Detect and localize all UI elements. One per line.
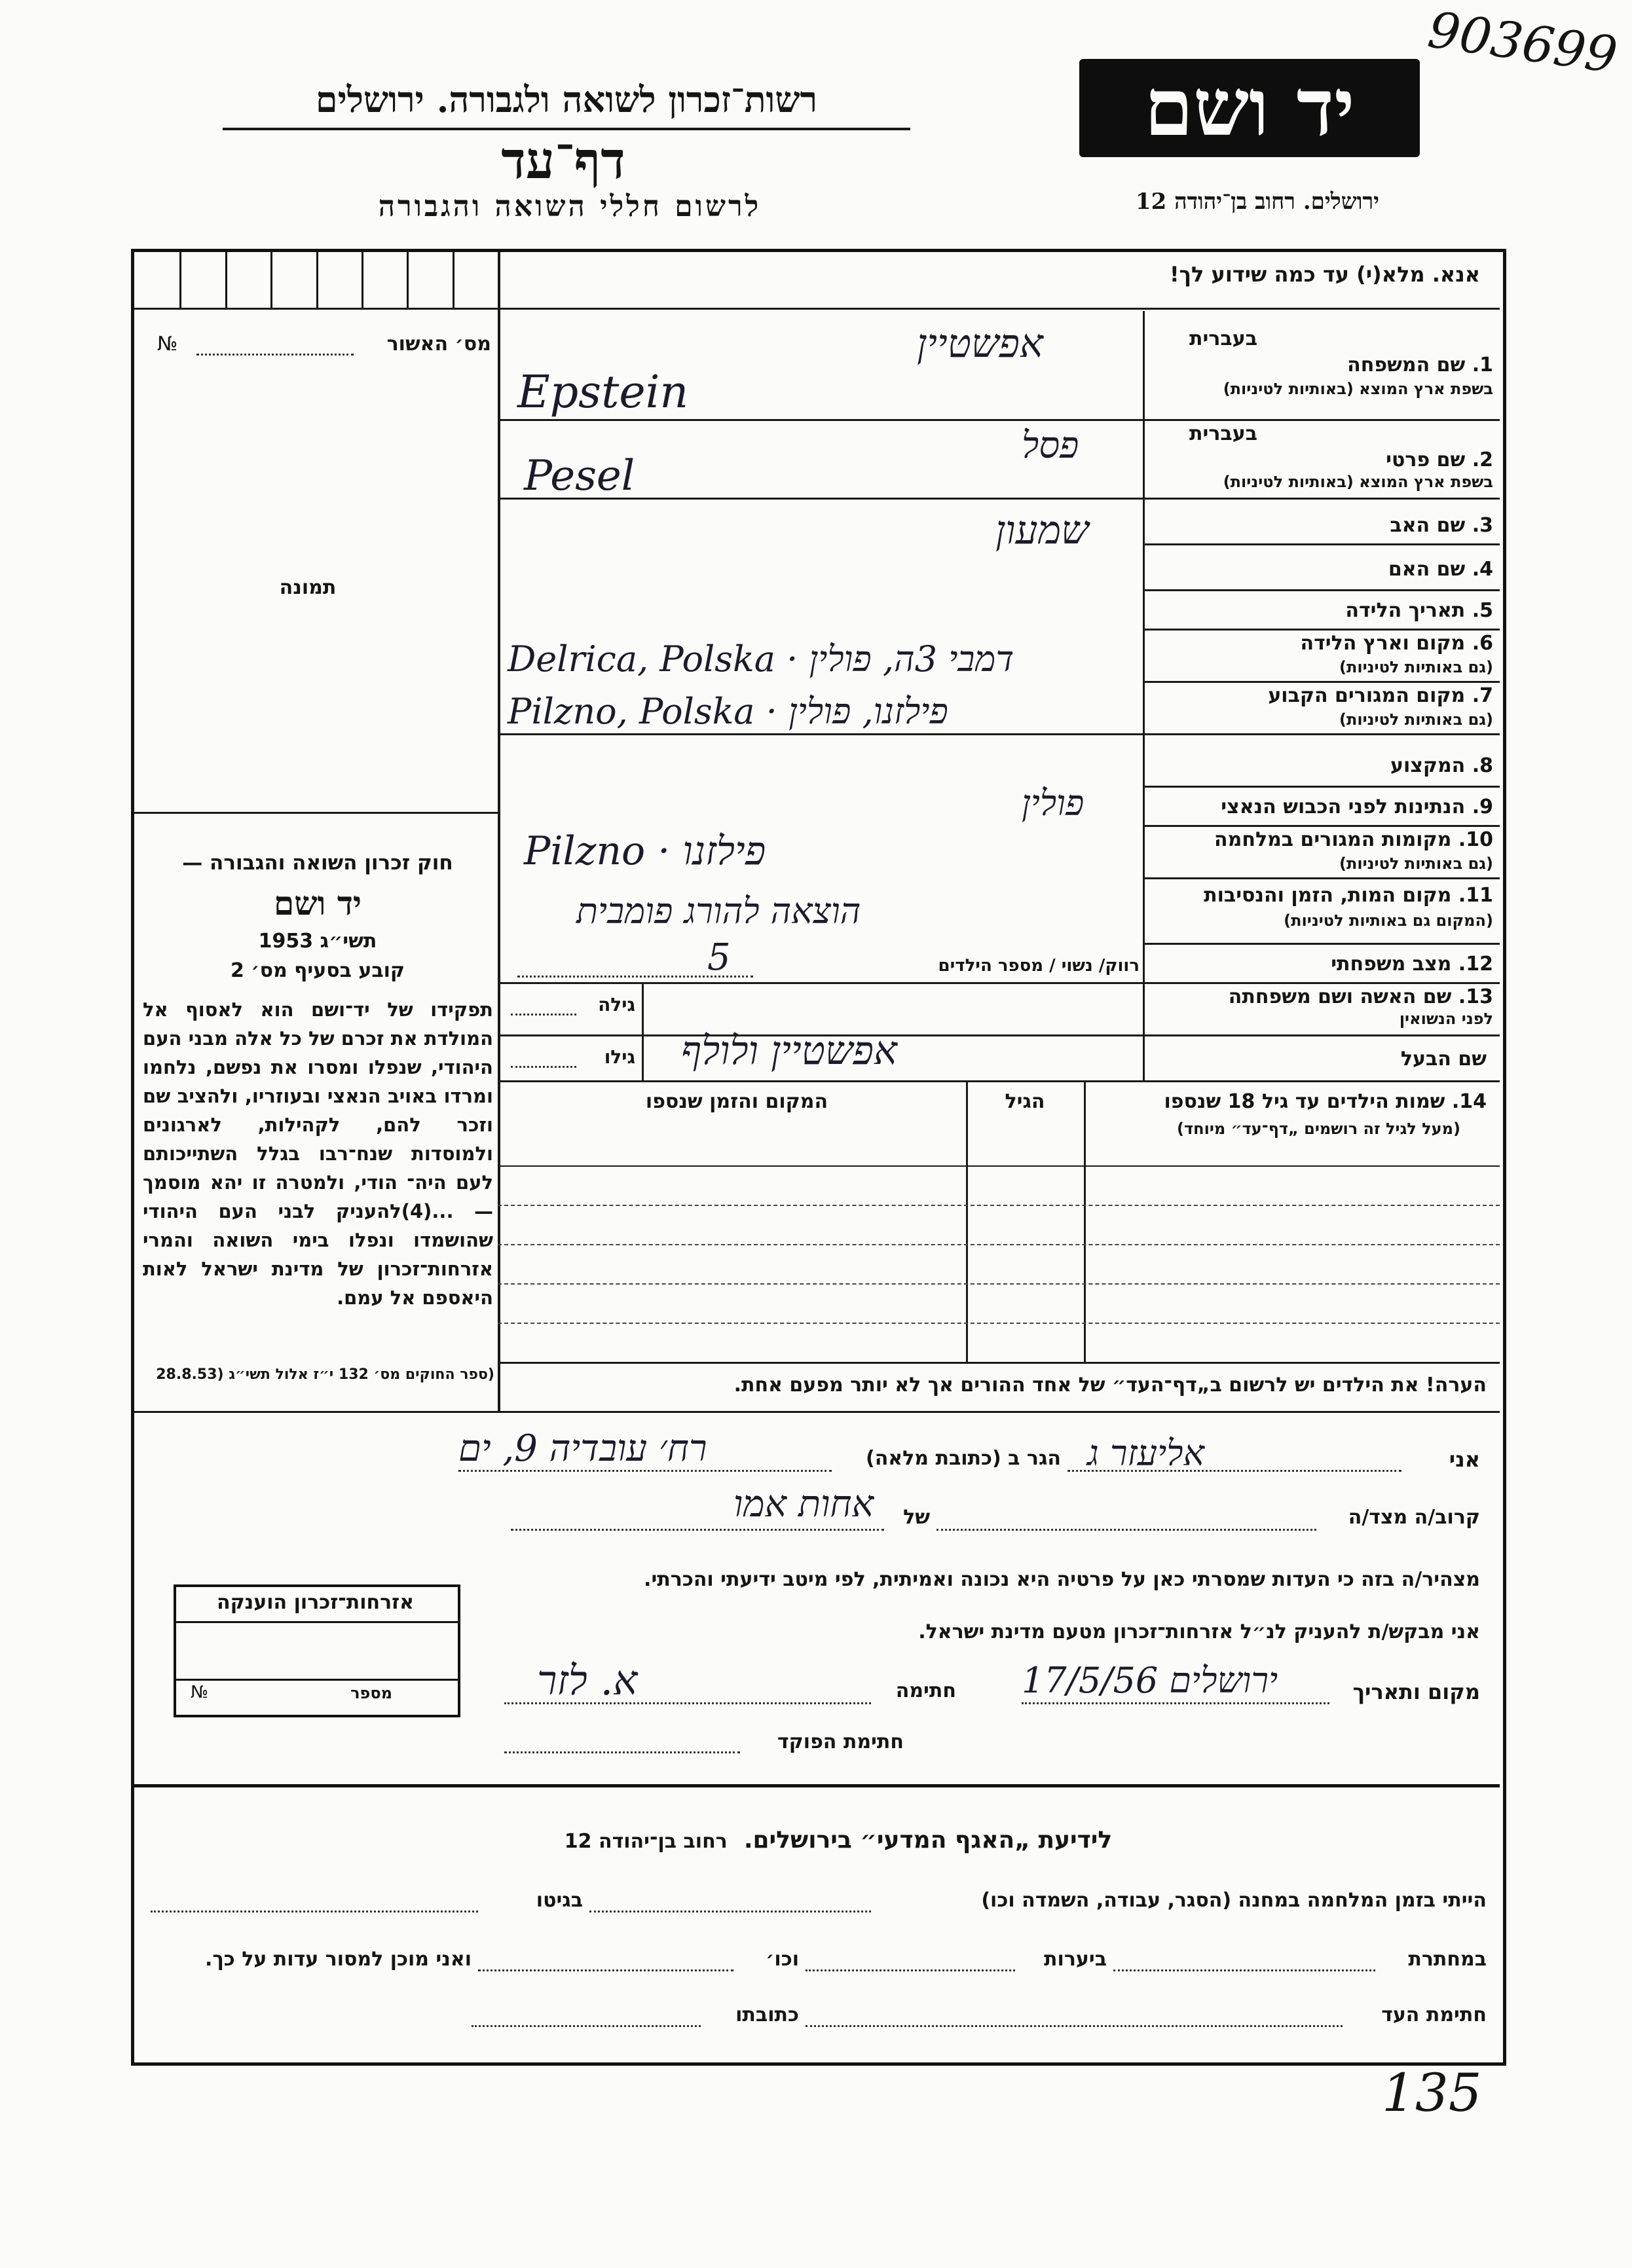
nationality: פולין [1022, 782, 1085, 824]
field-10-label: 10. מקומות המגורים במלחמה [1214, 828, 1493, 851]
approval-no-label: מס׳ האשור [386, 333, 491, 356]
children-col-divider-2 [1084, 1080, 1086, 1362]
residence: Pilzno, Polska · פילזנו, פולין [508, 691, 948, 732]
stamp-box-title: אזרחות־זכרון הוענקה [216, 1591, 415, 1614]
law-ref: (ספר החוקים מס׳ 132 י״ז אלול תשי״ג (28.8.53 [156, 1366, 494, 1383]
decl-address-label: הגר ב (כתובת מלאה) [865, 1447, 1061, 1470]
children-label: 14. שמות הילדים עד גיל 18 שנספו [1164, 1090, 1487, 1113]
field-1-sub: בשפת ארץ המוצא (באותיות לטיניות) [1223, 380, 1493, 398]
field-4-label: 4. שם האם [1388, 558, 1493, 581]
husband-age-label: גילו [604, 1046, 635, 1068]
citizenship-stamp-box [174, 1584, 460, 1717]
decl-relative-label: קרוב/ה מצד/ה [1348, 1506, 1480, 1529]
instruction-text: אנא. מלא(י) עד כמה שידוע לך! [1169, 262, 1480, 287]
firstname-hebrew: פסל [1022, 424, 1079, 467]
bottom-line1-b: בגיטו [536, 1889, 583, 1912]
field-9-label: 9. הנתינות לפני הכבוש הנאצי [1221, 796, 1493, 818]
children-col-age: הגיל [1005, 1090, 1045, 1113]
death-place: הוצאה להורג פומבית [576, 890, 861, 932]
label-column-divider [1143, 311, 1145, 1080]
yad-vashem-logo: יד ושם [1079, 59, 1420, 157]
org-name: רשות־זכרון לשואה ולגבורה. ירושלים [315, 79, 818, 120]
field-6-label: 6. מקום וארץ הלידה [1300, 632, 1493, 655]
bottom-ready: ואני מוכן למסור עדות על כך. [205, 1948, 472, 1971]
wife-age-label: גילה [598, 994, 635, 1015]
stamp-box-no-mark: № [191, 1683, 209, 1702]
decl-i: אני [1449, 1447, 1480, 1472]
children-note: הערה! את הילדים יש לרשום ב„דף־העד״ של אחד ההורים אך לא יותר מפעם אחת. [733, 1374, 1487, 1397]
marital-options: רווק/ נשוי / מספר הילדים [938, 956, 1140, 976]
children-sub: (מעל לגיל זה רושמים „דף־עד״ מיוחד) [1177, 1120, 1460, 1138]
left-column-divider [498, 252, 500, 1411]
field-1-lang: בעברית [1189, 327, 1257, 350]
bottom-witness-signature: חתימת העד [1381, 2003, 1487, 2026]
father-name: שמעון [995, 507, 1089, 553]
law-year: תשי״ג 1953 [258, 930, 377, 953]
law-name: יד ושם [274, 884, 362, 923]
husband-label: שם הבעל [1400, 1048, 1487, 1070]
field-2-sub: בשפת ארץ המוצא (באותיות לטיניות) [1223, 473, 1493, 491]
bottom-underground: במחתרת [1408, 1948, 1487, 1971]
law-clause: קובע בסעיף מס׳ 2 [230, 959, 405, 982]
bottom-line1-a: הייתי בזמן המלחמה במחנה (הסגר, עבודה, השמדה וכו) [981, 1889, 1487, 1912]
approval-no-mark: № [157, 333, 178, 356]
photo-label: תמונה [279, 576, 337, 599]
stamp-box-number-label: מספר [350, 1684, 392, 1702]
decl-statement: מצהיר/ה בזה כי העדות שמסרתי כאן על פרטיה היא נכונה ואמיתית, לפי מיטב ידיעתי והכרתי. [644, 1568, 1480, 1591]
bottom-title: לידיעת „האגף המדעי״ בירושלים. רחוב בן־יהודה 12 [564, 1827, 1113, 1854]
field-1-label: 1. שם המשפחה [1347, 354, 1493, 376]
relation: אחות אמו [733, 1483, 874, 1526]
place-date-label: מקום ותאריך [1352, 1679, 1480, 1704]
field-7-sub: (גם באותיות לטיניות) [1339, 710, 1493, 729]
form-subtitle: לרשום חללי השואה והגבורה [378, 190, 762, 223]
org-underline [223, 128, 910, 130]
bottom-forests: ביערות [1044, 1948, 1107, 1971]
inspector-label: חתימת הפוקד [777, 1730, 904, 1753]
archive-number: 903699 [1424, 0, 1621, 84]
children-count: 5 [707, 936, 731, 979]
witness-name: אליעזר ג [1087, 1433, 1204, 1474]
firstname-latin: Pesel [524, 452, 635, 500]
field-2-lang: בעברית [1189, 422, 1257, 445]
signature: א. לזר [537, 1656, 638, 1704]
page-number: 135 [1382, 2062, 1482, 2123]
decl-of: של [903, 1506, 930, 1529]
checkbox-strip [136, 252, 498, 308]
field-7-label: 7. מקום המגורים הקבוע [1268, 684, 1493, 707]
field-6-sub: (גם באותיות לטיניות) [1339, 658, 1493, 676]
form-title: דף־עד [501, 131, 625, 191]
birthplace: Delrica, Polska · דמבי 3ה, פולין [508, 638, 1014, 680]
field-8-label: 8. המקצוע [1390, 754, 1493, 777]
signature-label: חתימה [895, 1679, 956, 1702]
field-10-sub: (גם באותיות לטיניות) [1339, 854, 1493, 873]
children-col-place: המקום והזמן שנספו [645, 1090, 828, 1113]
bottom-address: כתובתו [735, 2003, 799, 2026]
field-12-label: 12. מצב משפחתי [1331, 953, 1493, 976]
law-text: תפקידו של יד־ושם הוא לאסוף אל המולדת את זכרם של כל אלה מבני העם היהודי, שנפלו ומסרו את נפשם, נלחמו ומרדו באויב הנאצי ובעוזריו, ולהציב שם וזכר להם, לקהילות, לארגונים ולמוסדות שנח־רבו בגלל השתייכותם לעם היה־ הודי, ולמטרה זו יהא מוסמך — ...(4)להעניק לבני העם היהודי שהושמדו ונפלו בימי השואה והמרי אזרחות־זכרון של מדינת ישראל לאות היאספם אל עמם. [143, 998, 494, 1309]
field-13-label: 13. שם האשה ושם משפחתה [1228, 985, 1493, 1008]
bottom-etc: וכו׳ [766, 1948, 799, 1971]
field-13-sub: לפני הנשואין [1399, 1010, 1493, 1028]
decl-request: אני מבקש/ת להעניק לנ״ל אזרחות־זכרון מטעם מדינת ישראל. [918, 1620, 1480, 1643]
age-divider [642, 982, 644, 1080]
header-address: ירושלים. רחוב בן־יהודה 12 [1135, 189, 1380, 215]
surname-latin: Epstein [517, 367, 689, 418]
wartime-places: Pilzno · פילזנו [524, 828, 766, 874]
law-title: חוק זכרון השואה והגבורה — [182, 851, 453, 875]
field-11-label: 11. מקום המות, הזמן והנסיבות [1204, 884, 1493, 907]
field-3-label: 3. שם האב [1390, 514, 1493, 537]
children-col-divider-1 [966, 1080, 968, 1362]
field-11-sub: (המקום גם באותיות לטיניות) [1284, 911, 1493, 930]
witness-address: רח׳ עובדיה 9, ים [458, 1427, 707, 1470]
field-2-label: 2. שם פרטי [1386, 448, 1493, 471]
surname-hebrew: אפשטיין [917, 321, 1043, 367]
place-date: ירושלים 17/5/56 [1022, 1660, 1278, 1701]
field-5-label: 5. תאריך הלידה [1345, 599, 1493, 622]
husband-name: אפשטיין ולולף [681, 1028, 897, 1074]
